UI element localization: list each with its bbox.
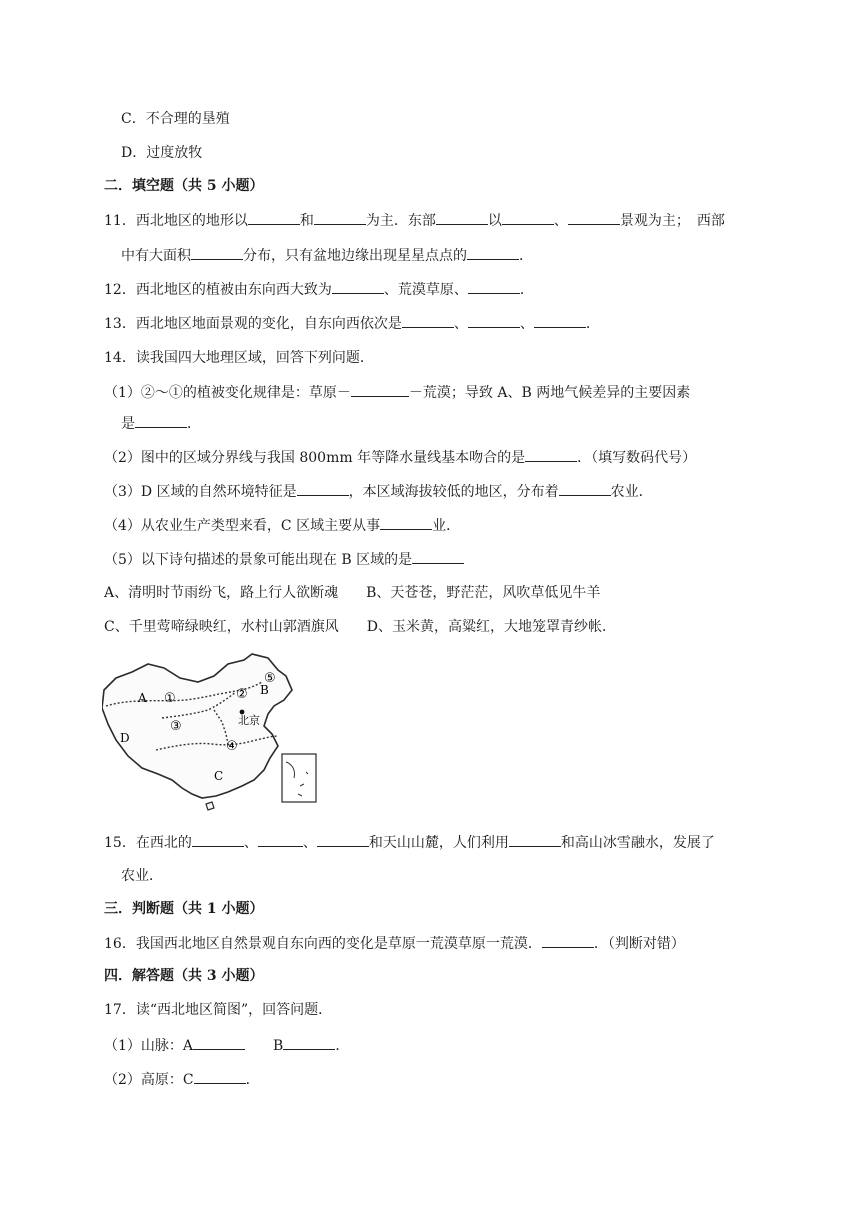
answer-blank[interactable] xyxy=(258,832,303,847)
q11-text: 分布，只有盆地边缘出现星星点点的 xyxy=(243,248,467,264)
q17-sub1 xyxy=(104,1035,349,1056)
q14-option-b: B、天苍苍，野茫茫，风吹草低见牛羊 xyxy=(366,585,601,601)
answer-blank[interactable] xyxy=(568,210,620,225)
q14-text: －荒漠；导致 A、B 两地气候差异的主要因素 xyxy=(408,385,691,401)
section-fill-heading: 二．填空题（共 5 小题） xyxy=(104,178,264,194)
answer-blank[interactable] xyxy=(332,279,384,294)
q15-text: 、 xyxy=(302,835,317,851)
answer-blank[interactable] xyxy=(542,933,594,948)
answer-blank[interactable] xyxy=(509,832,561,847)
q16-text: ．（判断对错） xyxy=(593,936,685,952)
q17-stem: 17．读“西北地区简图”，回答问题． xyxy=(104,1002,333,1018)
answer-blank[interactable] xyxy=(317,832,369,847)
answer-blank[interactable] xyxy=(193,1035,245,1050)
q16-text: 16．我国西北地区自然景观自东向西的变化是草原一荒漠草原一荒漠． xyxy=(104,936,542,952)
hainan-island xyxy=(206,802,214,810)
answer-blank[interactable] xyxy=(283,1035,335,1050)
q14-option-c: C、千里莺啼绿映红，水村山郭酒旗风 xyxy=(104,619,339,635)
q12-text: 12．西北地区的植被由东向西大致为 xyxy=(104,282,332,298)
answer-blank[interactable] xyxy=(468,313,520,328)
q11-text: 和 xyxy=(299,213,314,229)
q14-text: ，本区域海拔较低的地区，分布着 xyxy=(348,484,559,500)
q16-line xyxy=(104,933,685,954)
map-label-n5: ⑤ xyxy=(264,671,276,686)
map-label-beijing: 北京 xyxy=(238,714,260,727)
q12-text: ． xyxy=(519,282,534,298)
answer-blank[interactable] xyxy=(467,245,519,260)
q14-sub5 xyxy=(104,549,464,570)
answer-blank[interactable] xyxy=(135,413,187,428)
q13-line xyxy=(104,313,600,334)
section-judge-heading: 三．判断题（共 1 小题） xyxy=(104,901,264,917)
map-label-c: C xyxy=(214,769,224,783)
q14-sub2 xyxy=(104,447,696,468)
q15-line2: 农业． xyxy=(121,868,163,884)
q11-text: 11．西北地区的地形以 xyxy=(104,213,248,229)
q14-sub1-cont xyxy=(121,413,201,434)
q17-text: （1）山脉：A xyxy=(104,1038,194,1054)
q11-text: ． xyxy=(519,248,533,264)
q13-text: 、 xyxy=(453,316,468,332)
option-c: C．不合理的垦殖 xyxy=(121,111,230,127)
q17-sub2 xyxy=(104,1069,260,1090)
q11-text: 景观为主； 西部 xyxy=(619,213,725,229)
q15-text: 15．在西北的 xyxy=(104,835,192,851)
answer-blank[interactable] xyxy=(412,549,464,564)
answer-blank[interactable] xyxy=(525,447,577,462)
answer-blank[interactable] xyxy=(314,210,366,225)
q14-text: ．（填写数码代号） xyxy=(577,450,697,466)
answer-blank[interactable] xyxy=(502,210,554,225)
q11-text: 中有大面积 xyxy=(121,248,191,264)
q12-text: 、荒漠草原、 xyxy=(383,282,468,298)
q14-option-d: D、玉米黄，高粱红，大地笼罩青纱帐． xyxy=(366,619,616,635)
answer-blank[interactable] xyxy=(436,210,488,225)
q15-text: 、 xyxy=(243,835,258,851)
q14-text: （3）D 区域的自然环境特征是 xyxy=(104,484,297,500)
q14-options-ab xyxy=(104,583,600,603)
china-regions-map xyxy=(102,652,320,817)
q12-line xyxy=(104,279,534,300)
answer-blank[interactable] xyxy=(351,382,409,397)
answer-blank[interactable] xyxy=(297,481,349,496)
q14-sub4 xyxy=(104,515,460,536)
q15-text: 和天山山麓，人们利用 xyxy=(368,835,509,851)
q14-text: 是 xyxy=(121,416,135,432)
answer-blank[interactable] xyxy=(248,210,300,225)
q17-text: ． xyxy=(335,1038,350,1054)
q14-sub3 xyxy=(104,481,653,502)
q17-text: （2）高原：C xyxy=(104,1072,194,1088)
answer-blank[interactable] xyxy=(402,313,454,328)
map-label-n2: ② xyxy=(236,687,248,702)
q14-text: 业． xyxy=(432,518,461,534)
q13-text: ． xyxy=(585,316,600,332)
answer-blank[interactable] xyxy=(380,515,432,530)
map-label-d: D xyxy=(120,731,130,745)
q13-text: 、 xyxy=(519,316,534,332)
map-label-a: A xyxy=(138,691,147,705)
answer-blank[interactable] xyxy=(192,832,244,847)
q14-option-a: A、清明时节雨纷飞，路上行人欲断魂 xyxy=(104,585,339,601)
q15-line1 xyxy=(104,832,715,853)
q11-text: 、 xyxy=(553,213,568,229)
q14-sub1 xyxy=(104,382,690,403)
q11-line1 xyxy=(104,210,725,231)
map-label-b: B xyxy=(260,683,269,697)
q14-stem: 14．读我国四大地理区域，回答下列问题． xyxy=(104,350,374,366)
q13-text: 13．西北地区地面景观的变化，自东向西依次是 xyxy=(104,316,402,332)
answer-blank[interactable] xyxy=(191,245,243,260)
map-label-n1: ① xyxy=(164,691,176,706)
answer-blank[interactable] xyxy=(559,481,611,496)
q17-text: ． xyxy=(245,1072,260,1088)
q11-line2 xyxy=(121,245,533,266)
q15-text: 和高山冰雪融水，发展了 xyxy=(560,835,715,851)
answer-blank[interactable] xyxy=(194,1069,246,1084)
q14-text: （2）图中的区域分界线与我国 800mm 年等降水量线基本吻合的是 xyxy=(104,450,526,466)
answer-blank[interactable] xyxy=(468,279,520,294)
q11-text: 以 xyxy=(487,213,502,229)
map-label-n3: ③ xyxy=(170,719,182,734)
answer-blank[interactable] xyxy=(534,313,586,328)
q17-text: B xyxy=(273,1038,284,1054)
option-d: D．过度放牧 xyxy=(121,145,203,161)
q14-text: （5）以下诗句描述的景象可能出现在 B 区域的是 xyxy=(104,552,413,568)
section-answer-heading: 四．解答题（共 3 小题） xyxy=(104,968,264,984)
q14-text: （4）从农业生产类型来看，C 区域主要从事 xyxy=(104,518,381,534)
q14-text: （1）②～①的植被变化规律是：草原－ xyxy=(104,385,351,401)
q14-options-cd xyxy=(104,617,616,637)
q14-text: 农业． xyxy=(610,484,653,500)
q11-text: 为主．东部 xyxy=(365,213,436,229)
map-label-n4: ④ xyxy=(226,739,238,754)
q14-text: ． xyxy=(187,416,201,432)
